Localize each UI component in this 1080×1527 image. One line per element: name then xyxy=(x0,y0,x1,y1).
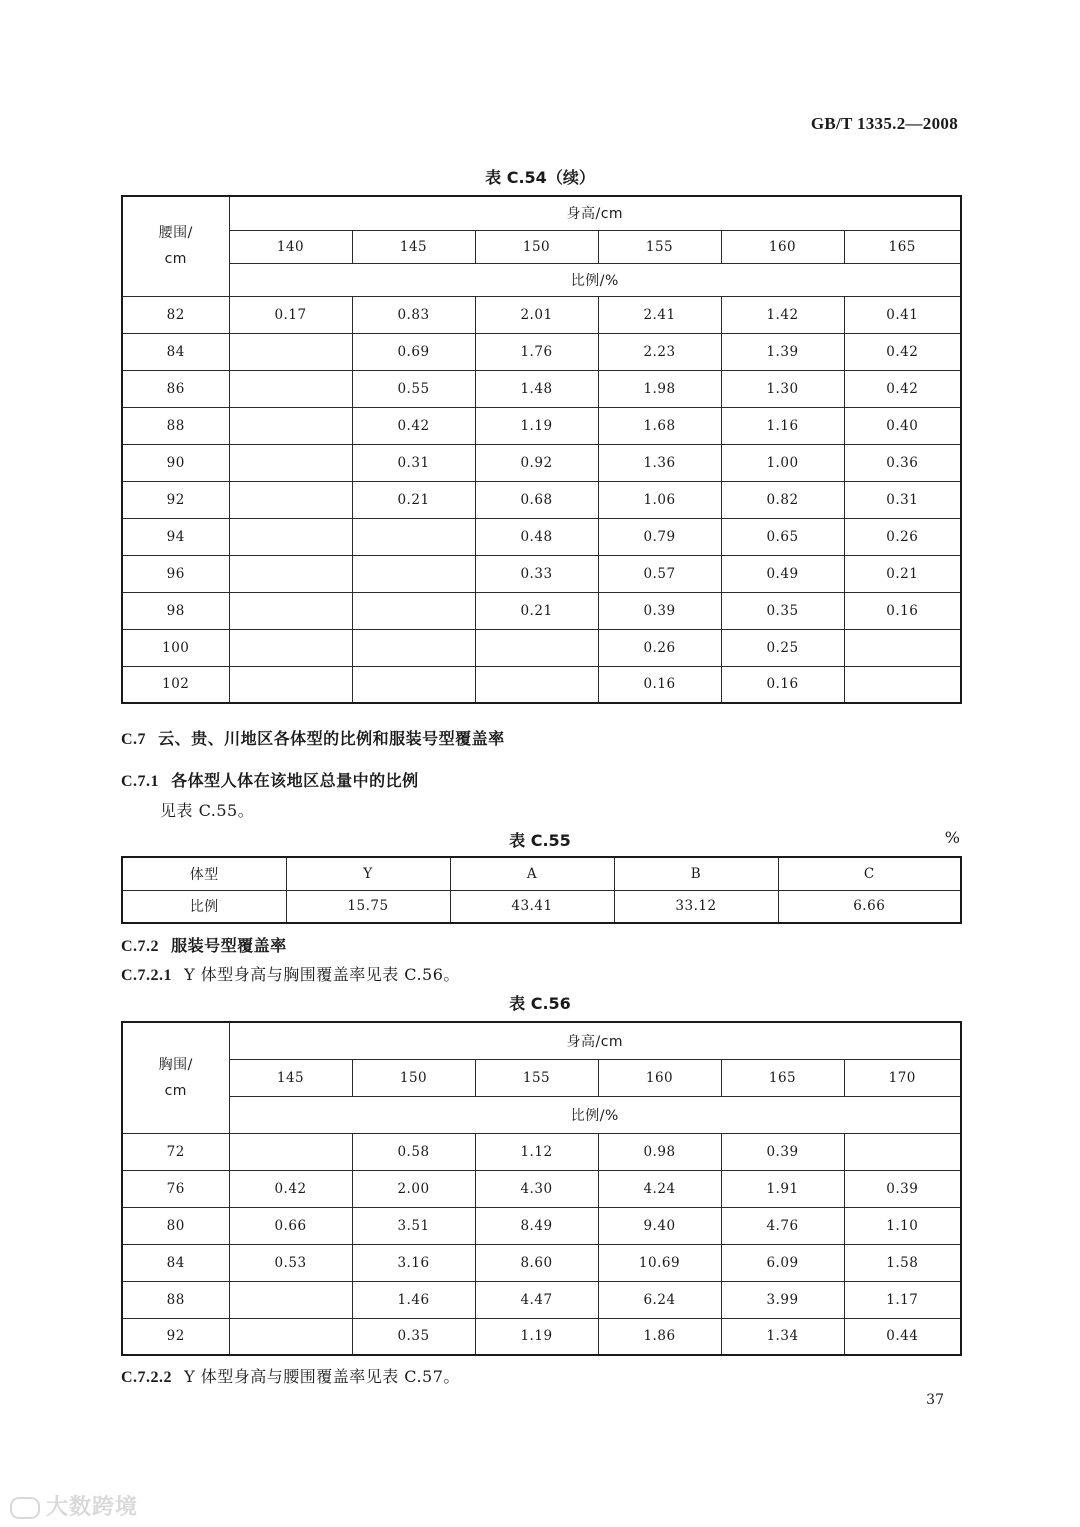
table-row xyxy=(122,666,961,703)
row-key: 100 xyxy=(122,629,229,666)
row-header-line2: cm xyxy=(164,251,187,268)
row-key: 94 xyxy=(122,518,229,555)
column-header: 155 xyxy=(475,1059,598,1096)
ratio-header: 比例/% xyxy=(229,263,961,296)
section-number: C.7.1 xyxy=(121,773,160,790)
row-key: 80 xyxy=(122,1207,229,1244)
table-row xyxy=(122,1207,961,1244)
table-cell: 3.51 xyxy=(352,1207,475,1244)
table-cell xyxy=(229,518,352,555)
section-c7-heading xyxy=(121,726,505,749)
table-cell: 0.26 xyxy=(844,518,961,555)
section-c72-heading xyxy=(121,933,287,956)
table-cell xyxy=(229,555,352,592)
type-c: C xyxy=(778,857,961,890)
row-key: 90 xyxy=(122,444,229,481)
table-cell: 0.65 xyxy=(721,518,844,555)
column-header: 160 xyxy=(598,1059,721,1096)
table-c56-caption: 表 C.56 xyxy=(509,994,571,1013)
table-cell: 1.00 xyxy=(721,444,844,481)
table-cell: 1.91 xyxy=(721,1170,844,1207)
watermark-text: 大数跨境 xyxy=(46,1495,139,1520)
table-cell: 0.53 xyxy=(229,1244,352,1281)
table-cell: 1.39 xyxy=(721,333,844,370)
table-cell: 0.21 xyxy=(844,555,961,592)
table-row xyxy=(122,1133,961,1170)
table-row xyxy=(122,1244,961,1281)
table-cell xyxy=(475,666,598,703)
row-key: 102 xyxy=(122,666,229,703)
table-cell xyxy=(352,555,475,592)
type-y: Y xyxy=(286,857,450,890)
column-header: 140 xyxy=(229,230,352,263)
table-cell: 0.16 xyxy=(844,592,961,629)
table-cell: 0.83 xyxy=(352,296,475,333)
table-cell: 0.49 xyxy=(721,555,844,592)
table-cell: 6.24 xyxy=(598,1281,721,1318)
table-cell: 1.98 xyxy=(598,370,721,407)
table-cell: 0.57 xyxy=(598,555,721,592)
table-cell: 0.40 xyxy=(844,407,961,444)
table-cell: 1.10 xyxy=(844,1207,961,1244)
table-cell xyxy=(229,444,352,481)
table-cell: 0.82 xyxy=(721,481,844,518)
table-cell: 0.42 xyxy=(844,333,961,370)
table-cell xyxy=(229,1281,352,1318)
table-cell: 4.47 xyxy=(475,1281,598,1318)
row-header-chest xyxy=(122,1022,229,1133)
table-cell: 1.34 xyxy=(721,1318,844,1355)
table-cell xyxy=(229,1318,352,1355)
table-cell xyxy=(352,629,475,666)
table-cell: 0.98 xyxy=(598,1133,721,1170)
column-header: 145 xyxy=(352,230,475,263)
section-title: 服装号型覆盖率 xyxy=(171,936,287,955)
table-cell xyxy=(844,666,961,703)
ratio-a: 43.41 xyxy=(450,890,614,923)
table-cell xyxy=(229,481,352,518)
table-row xyxy=(122,1170,961,1207)
table-cell: 0.16 xyxy=(598,666,721,703)
table-cell: 0.41 xyxy=(844,296,961,333)
table-cell: 0.42 xyxy=(352,407,475,444)
table-c54-caption: 表 C.54（续） xyxy=(485,168,595,187)
table-cell: 0.16 xyxy=(721,666,844,703)
row-key: 86 xyxy=(122,370,229,407)
para-text: Y 体型身高与胸围覆盖率见表 C.56。 xyxy=(184,965,460,984)
table-cell: 0.36 xyxy=(844,444,961,481)
para-number: C.7.2.2 xyxy=(121,1369,173,1386)
column-header: 160 xyxy=(721,230,844,263)
table-cell: 0.39 xyxy=(598,592,721,629)
table-cell: 1.68 xyxy=(598,407,721,444)
column-header: 155 xyxy=(598,230,721,263)
watermark xyxy=(10,1490,138,1521)
table-cell: 3.99 xyxy=(721,1281,844,1318)
table-cell xyxy=(229,629,352,666)
table-row xyxy=(122,592,961,629)
para-number: C.7.2.1 xyxy=(121,967,173,984)
table-c55 xyxy=(121,856,962,924)
table-cell: 0.21 xyxy=(475,592,598,629)
table-cell: 1.19 xyxy=(475,1318,598,1355)
table-row xyxy=(122,629,961,666)
weibo-logo-icon xyxy=(10,1497,40,1519)
table-cell xyxy=(229,1133,352,1170)
table-cell: 1.12 xyxy=(475,1133,598,1170)
ratio-label: 比例 xyxy=(122,890,286,923)
para-text: Y 体型身高与腰围覆盖率见表 C.57。 xyxy=(184,1367,460,1386)
table-cell: 0.33 xyxy=(475,555,598,592)
table-cell: 1.36 xyxy=(598,444,721,481)
table-cell: 8.60 xyxy=(475,1244,598,1281)
table-cell xyxy=(229,370,352,407)
table-cell: 0.25 xyxy=(721,629,844,666)
table-cell: 1.76 xyxy=(475,333,598,370)
table-cell: 0.66 xyxy=(229,1207,352,1244)
column-header: 150 xyxy=(352,1059,475,1096)
table-row xyxy=(122,444,961,481)
table-cell: 0.21 xyxy=(352,481,475,518)
table-cell: 0.42 xyxy=(229,1170,352,1207)
table-cell xyxy=(229,666,352,703)
table-c56 xyxy=(121,1021,962,1356)
table-row xyxy=(122,333,961,370)
table-row xyxy=(122,1281,961,1318)
table-cell: 0.44 xyxy=(844,1318,961,1355)
row-key: 82 xyxy=(122,296,229,333)
table-cell: 0.31 xyxy=(844,481,961,518)
table-cell: 1.86 xyxy=(598,1318,721,1355)
column-header: 150 xyxy=(475,230,598,263)
row-key: 98 xyxy=(122,592,229,629)
table-cell xyxy=(229,333,352,370)
row-header-line1: 腰围/ xyxy=(158,225,193,242)
table-cell: 4.76 xyxy=(721,1207,844,1244)
table-row xyxy=(122,1318,961,1355)
table-cell: 0.68 xyxy=(475,481,598,518)
table-row xyxy=(122,370,961,407)
table-cell: 0.69 xyxy=(352,333,475,370)
table-cell: 8.49 xyxy=(475,1207,598,1244)
row-key: 96 xyxy=(122,555,229,592)
type-b: B xyxy=(614,857,778,890)
table-cell: 1.48 xyxy=(475,370,598,407)
table-cell: 0.39 xyxy=(721,1133,844,1170)
table-cell: 1.19 xyxy=(475,407,598,444)
para-c721 xyxy=(121,962,460,985)
type-a: A xyxy=(450,857,614,890)
table-c55-unit: % xyxy=(944,828,960,847)
table-cell xyxy=(229,407,352,444)
section-number: C.7 xyxy=(121,731,147,748)
table-cell: 1.30 xyxy=(721,370,844,407)
table-cell: 0.26 xyxy=(598,629,721,666)
ratio-header: 比例/% xyxy=(229,1096,961,1133)
table-cell: 0.79 xyxy=(598,518,721,555)
height-header: 身高/cm xyxy=(229,1022,961,1059)
table-cell: 1.06 xyxy=(598,481,721,518)
table-cell: 2.01 xyxy=(475,296,598,333)
row-header-line1: 胸围/ xyxy=(158,1056,193,1073)
table-cell xyxy=(844,1133,961,1170)
ratio-y: 15.75 xyxy=(286,890,450,923)
table-row xyxy=(122,296,961,333)
row-key: 84 xyxy=(122,333,229,370)
section-title: 云、贵、川地区各体型的比例和服装号型覆盖率 xyxy=(158,729,505,748)
table-cell xyxy=(352,518,475,555)
table-cell xyxy=(229,592,352,629)
standard-code: GB/T 1335.2—2008 xyxy=(810,114,958,133)
column-header: 145 xyxy=(229,1059,352,1096)
table-row xyxy=(122,407,961,444)
table-cell: 2.23 xyxy=(598,333,721,370)
table-c55-caption: 表 C.55 xyxy=(509,831,571,850)
ratio-b: 33.12 xyxy=(614,890,778,923)
table-cell: 1.42 xyxy=(721,296,844,333)
table-cell: 0.92 xyxy=(475,444,598,481)
para-c722 xyxy=(121,1364,460,1387)
table-cell: 1.17 xyxy=(844,1281,961,1318)
table-c54 xyxy=(121,195,962,704)
table-cell: 0.35 xyxy=(352,1318,475,1355)
table-cell: 0.17 xyxy=(229,296,352,333)
column-header: 170 xyxy=(844,1059,961,1096)
row-key: 92 xyxy=(122,1318,229,1355)
table-row xyxy=(122,555,961,592)
table-cell: 0.35 xyxy=(721,592,844,629)
page-number: 37 xyxy=(926,1392,944,1408)
row-key: 88 xyxy=(122,1281,229,1318)
table-cell xyxy=(352,666,475,703)
table-cell: 0.58 xyxy=(352,1133,475,1170)
table-row xyxy=(122,481,961,518)
table-cell: 9.40 xyxy=(598,1207,721,1244)
table-cell xyxy=(475,629,598,666)
see-table-c55-text: 见表 C.55。 xyxy=(160,801,255,820)
table-cell xyxy=(352,592,475,629)
table-cell: 2.00 xyxy=(352,1170,475,1207)
row-header-waist xyxy=(122,196,229,296)
height-header: 身高/cm xyxy=(229,196,961,230)
table-cell xyxy=(844,629,961,666)
table-cell: 0.39 xyxy=(844,1170,961,1207)
table-row xyxy=(122,518,961,555)
column-header: 165 xyxy=(844,230,961,263)
table-cell: 4.24 xyxy=(598,1170,721,1207)
row-header-line2: cm xyxy=(164,1082,187,1099)
row-key: 84 xyxy=(122,1244,229,1281)
ratio-c: 6.66 xyxy=(778,890,961,923)
table-cell: 4.30 xyxy=(475,1170,598,1207)
row-key: 92 xyxy=(122,481,229,518)
table-cell: 1.16 xyxy=(721,407,844,444)
type-label: 体型 xyxy=(122,857,286,890)
table-cell: 1.58 xyxy=(844,1244,961,1281)
table-cell: 0.42 xyxy=(844,370,961,407)
row-key: 72 xyxy=(122,1133,229,1170)
table-cell: 6.09 xyxy=(721,1244,844,1281)
column-header: 165 xyxy=(721,1059,844,1096)
row-key: 88 xyxy=(122,407,229,444)
section-c71-heading xyxy=(121,768,419,791)
table-cell: 3.16 xyxy=(352,1244,475,1281)
section-number: C.7.2 xyxy=(121,938,160,955)
table-cell: 0.55 xyxy=(352,370,475,407)
row-key: 76 xyxy=(122,1170,229,1207)
table-cell: 0.31 xyxy=(352,444,475,481)
table-cell: 1.46 xyxy=(352,1281,475,1318)
section-title: 各体型人体在该地区总量中的比例 xyxy=(171,771,419,790)
table-cell: 2.41 xyxy=(598,296,721,333)
table-cell: 0.48 xyxy=(475,518,598,555)
table-cell: 10.69 xyxy=(598,1244,721,1281)
